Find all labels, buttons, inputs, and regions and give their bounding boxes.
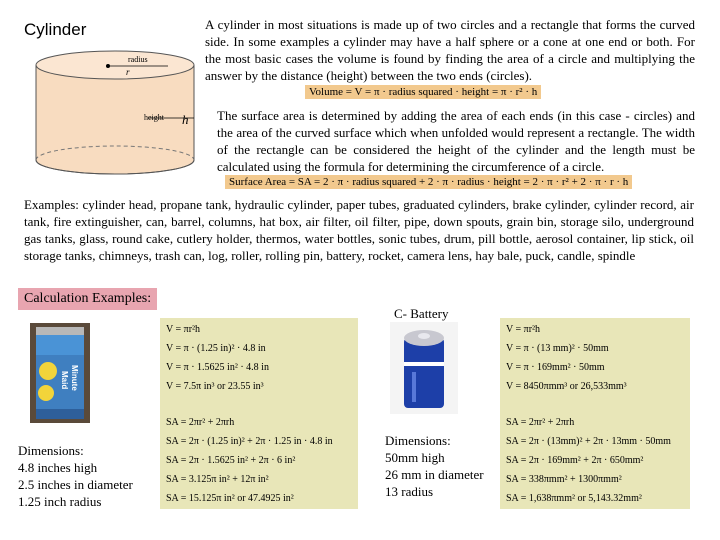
can-vol-line: V = π · 1.5625 in² · 4.8 in: [166, 362, 269, 373]
battery-vol-line: V = πr²h: [506, 324, 541, 335]
can-sa-line: SA = 2πr² + 2πrh: [166, 417, 235, 428]
height-label: height: [144, 113, 164, 122]
can-dim-radius: 1.25 inch radius: [18, 494, 102, 509]
intro-paragraph: A cylinder in most situations is made up of two circles and a rectangle that forms the curved side. In some examples a cylinder may have a half sphere or a cone at one end or both. For the most basic cases the volume is found by finding the area of a circle and multiplying the answer by the distance (height) between the two ends (circles).: [205, 17, 695, 83]
h-label: h: [182, 112, 189, 127]
can-vol-line: V = 7.5π in³ or 23.55 in³: [166, 381, 264, 392]
calc-examples-label: Calculation Examples:: [18, 288, 157, 310]
radius-label: radius: [128, 55, 148, 64]
battery-vol-line: V = π · 169mm² · 50mm: [506, 362, 605, 373]
battery-dim-heading: Dimensions:: [385, 433, 451, 448]
can-brand-text-1: Minute: [70, 365, 79, 391]
battery-image: [390, 322, 458, 414]
can-vol-line: V = π · (1.25 in)² · 4.8 in: [166, 343, 266, 354]
surface-formula: Surface Area = SA = 2 · π · radius squared + 2 · π · radius · height = 2 · π · r² + 2 · π · r · h: [225, 175, 632, 189]
can-dim-height: 4.8 inches high: [18, 460, 98, 475]
can-sa-line: SA = 2π · 1.5625 in² + 2π · 6 in²: [166, 455, 296, 466]
battery-sa-line: SA = 2π · (13mm)² + 2π · 13mm · 50mm: [506, 436, 671, 447]
can-sa-line: SA = 2π · (1.25 in)² + 2π · 1.25 in · 4.8 in: [166, 436, 333, 447]
page-title: Cylinder: [24, 20, 87, 39]
r-label: r: [126, 67, 130, 77]
battery-sa-line: SA = 1,638πmm² or 5,143.32mm²: [506, 493, 642, 504]
can-image: [30, 323, 90, 423]
surface-paragraph: The surface area is determined by adding the area of each ends (in this case - circles) and the area of the curved surface which when unfolded would represent a rectangle. The width of the rectangle can be considered the height of the cylinder and the length must be calculated using the formula for determining the circumference of a circle.: [217, 108, 695, 174]
can-sa-line: SA = 3.125π in² + 12π in²: [166, 474, 269, 485]
battery-dimensions: [385, 432, 484, 500]
can-dimensions: [18, 442, 133, 510]
battery-sa-line: SA = 2π · 169mm² + 2π · 650mm²: [506, 455, 644, 466]
cylinder-diagram: [18, 40, 213, 190]
can-vol-line: V = πr²h: [166, 324, 201, 335]
can-dim-heading: Dimensions:: [18, 443, 84, 458]
battery-sa-line: SA = 2πr² + 2πrh: [506, 417, 575, 428]
battery-sa-line: SA = 338πmm² + 1300πmm²: [506, 474, 622, 485]
volume-formula: Volume = V = π · radius squared · height = π · r² · h: [305, 85, 541, 99]
battery-label: C- Battery: [394, 306, 449, 321]
can-sa-line: SA = 15.125π in² or 47.4925 in²: [166, 493, 294, 504]
battery-dim-height: 50mm high: [385, 450, 445, 465]
battery-dim-diameter: 26 mm in diameter: [385, 467, 484, 482]
battery-vol-line: V = 8450πmm³ or 26,533mm³: [506, 381, 627, 392]
battery-vol-line: V = π · (13 mm)² · 50mm: [506, 343, 609, 354]
battery-calc-panel: [500, 318, 690, 509]
examples-paragraph: Examples: cylinder head, propane tank, hydraulic cylinder, paper tubes, graduated cylinders, brake cylinder, cylinder record, air tank, fire extinguisher, can, barrel, columns, hat box, air filter, oil filter, pipe, down spouts, grain bin, storage silo, underground gas tanks, glass, round cake, cutlery holder, thermos, water bottles, sonic tubes, drum, pill bottle, aerosol container, lip stick, oil storage tanks, chimneys, trash can, log, roller, rolling pin, battery, rocket, camera lens, hay bale, puck, candle, spindle: [24, 197, 694, 263]
can-brand-text-2: Maid: [60, 371, 69, 390]
can-dim-diameter: 2.5 inches in diameter: [18, 477, 133, 492]
battery-dim-radius: 13 radius: [385, 484, 434, 499]
can-calc-panel: [160, 318, 358, 509]
